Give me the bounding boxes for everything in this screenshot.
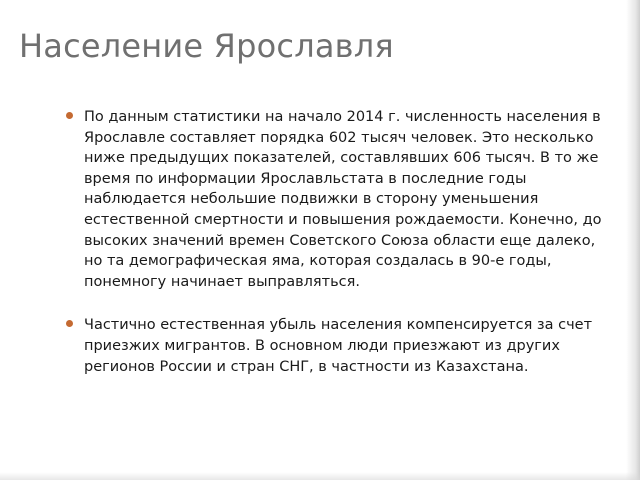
bullet-text: Частично естественная убыль населения компенсируется за счет приезжих мигрантов. В основном люди приезжают из других регионов России и стран СНГ, в частности из Казахстана. — [84, 317, 593, 375]
slide-bottom-shadow — [0, 472, 640, 480]
bullet-item — [66, 107, 606, 292]
bullet-list — [66, 107, 606, 400]
bullet-text: По данным статистики на начало 2014 г. численность населения в Ярославле составляет порядка 602 тысяч человек. Это несколько ниже предыдущих показателей, составлявших 606 тысяч. В то же время по информации Ярославльстата в последние годы наблюдается небольшие подвижки в сторону уменьшения естественной смертности и повышения рождаемости. Конечно, до высоких значений времен Советского Союза области еще далеко, но та демографическая яма, которая создалась в 90-е годы, понемногу начинает выправляться. — [84, 109, 602, 290]
bullet-dot-icon — [66, 320, 73, 327]
bullet-dot-icon — [66, 112, 73, 119]
bullet-item — [66, 315, 606, 377]
slide-edge-shadow — [626, 0, 640, 480]
slide-title: Население Ярославля — [19, 27, 394, 65]
